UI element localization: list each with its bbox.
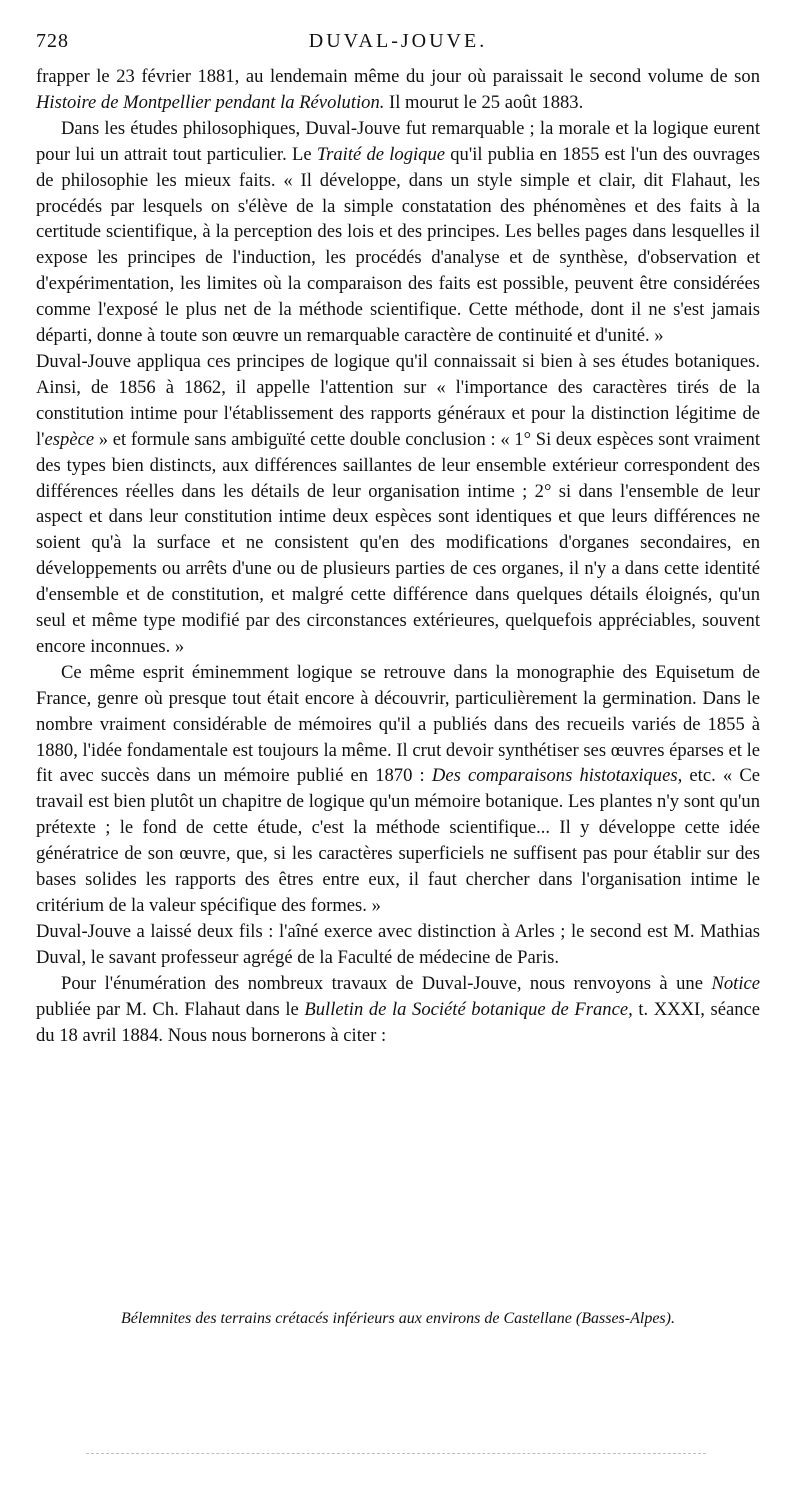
italic-title: Notice <box>711 972 760 994</box>
italic-title: Bulletin de la Société botanique de France, <box>304 998 633 1020</box>
italic-term: espèce <box>44 428 95 450</box>
paragraph <box>36 919 760 971</box>
page-number: 728 <box>36 30 69 52</box>
scan-artifact-line <box>86 1453 706 1456</box>
paragraph <box>36 971 760 1049</box>
text-run: » et formule sans ambiguïté cette double conclusion : « 1° Si deux espèces sont vraiment des types bien distincts, aux différences saillantes de leur ensemble extérieur correspondent des différences réelles dans les détails de leur organisation intime ; 2° si dans l'ensemble de leur aspect et dans leur constitution intime deux espèces sont identiques et que leurs différences ne soient qu'à la surface et ne consistent qu'en des modifications d'organes secondaires, en développements ou arrêts d'une ou de plusieurs parties de ces organes, il n'y a dans cette identité d'ensemble et de constitution, et malgré cette différence dans quelques détails éloignés, qu'un seul et même type modifié par des circonstances extérieures, quelquefois appréciables, souvent encore inconnues. » <box>36 428 760 657</box>
text-run: t. XXXI, séance du 18 avril 1884. Nous nous bornerons à citer : <box>36 998 760 1046</box>
paragraph <box>36 349 760 660</box>
text-run: Dans les études philosophiques, Duval-Jouve fut remarquable ; la morale et la logique eurent pour lui un attrait tout particulier. Le <box>36 117 760 165</box>
text-run: Ce même esprit éminemment logique se retrouve dans la monographie des Equisetum de France, genre où presque tout était encore à découvrir, particulièrement la germination. Dans le nombre vraiment considérable de mémoires qu'il a publiés dans des recueils variés de 1855 à 1880, l'idée fondamentale est toujours la même. Il crut devoir synthétiser ses œuvres éparses et le fit avec succès dans un mémoire publié en 1870 : <box>36 661 760 787</box>
paragraph <box>36 64 760 116</box>
paragraph <box>36 660 760 919</box>
text-run: Duval-Jouve a laissé deux fils : l'aîné exerce avec distinction à Arles ; le second est M. Mathias Duval, le savant professeur agrégé de la Faculté de médecine de Paris. <box>36 920 760 968</box>
body-text <box>36 64 760 1048</box>
page-header <box>36 30 760 60</box>
italic-title: Histoire de Montpellier pendant la Révolution. <box>36 91 385 113</box>
italic-title: Des comparaisons histotaxiques, <box>431 765 683 787</box>
paragraph <box>36 116 760 349</box>
text-run: qu'il publia en 1855 est l'un des ouvrages de philosophie les mieux faits. « Il développe, dans un style simple et clair, dit Flahaut, les procédés par lesquels on s'élève de la simple constatation des phénomènes et des faits à la certitude scientifique, à la perception des lois et des principes. Les belles pages dans lesquelles il expose les principes de l'induction, les procédés d'analyse et de synthèse, d'observation et d'expérimentation, les limites où la comparaison des faits est possible, peuvent être considérées comme l'exposé le plus net de la méthode scientifique. Cette méthode, dont il ne s'est jamais départi, donne à toute son œuvre un remarquable caractère de continuité et d'unité. » <box>36 143 760 347</box>
text-run: frapper le 23 février 1881, au lendemain même du jour où paraissait le second volume de son <box>36 66 760 87</box>
running-head: DUVAL-JOUVE. <box>308 30 488 52</box>
text-run: Duval-Jouve appliqua ces principes de logique qu'il connaissait si bien à ses études botaniques. Ainsi, de 1856 à 1862, il appelle l'attention sur « l'importance des caractères tirés de la constitution intime pour l'établissement des rapports généraux et pour la distinction légitime de l' <box>36 350 760 450</box>
cited-work-title: Bélemnites des terrains crétacés inférieurs aux environs de Castellane (Basses-Alpes). <box>121 1310 675 1327</box>
text-run: etc. « Ce travail est bien plutôt un chapitre de logique qu'un mémoire botanique. Les plantes n'y sont qu'un prétexte ; le fond de cette étude, c'est la méthode scientifique... Il y développe cette idée génératrice de son œuvre, que, si les caractères superficiels ne suffisent pas pour établir sur des bases solides les rapports des êtres entre eux, il faut chercher dans l'organisation intime le critérium de la valeur spécifique des formes. » <box>36 765 761 916</box>
italic-title: Traité de logique <box>316 143 446 165</box>
text-run: Il mourut le 25 août 1883. <box>384 91 584 113</box>
text-run: publiée par M. Ch. Flahaut dans le <box>36 998 305 1020</box>
text-run: Pour l'énumération des nombreux travaux de Duval-Jouve, nous renvoyons à une <box>61 972 712 994</box>
